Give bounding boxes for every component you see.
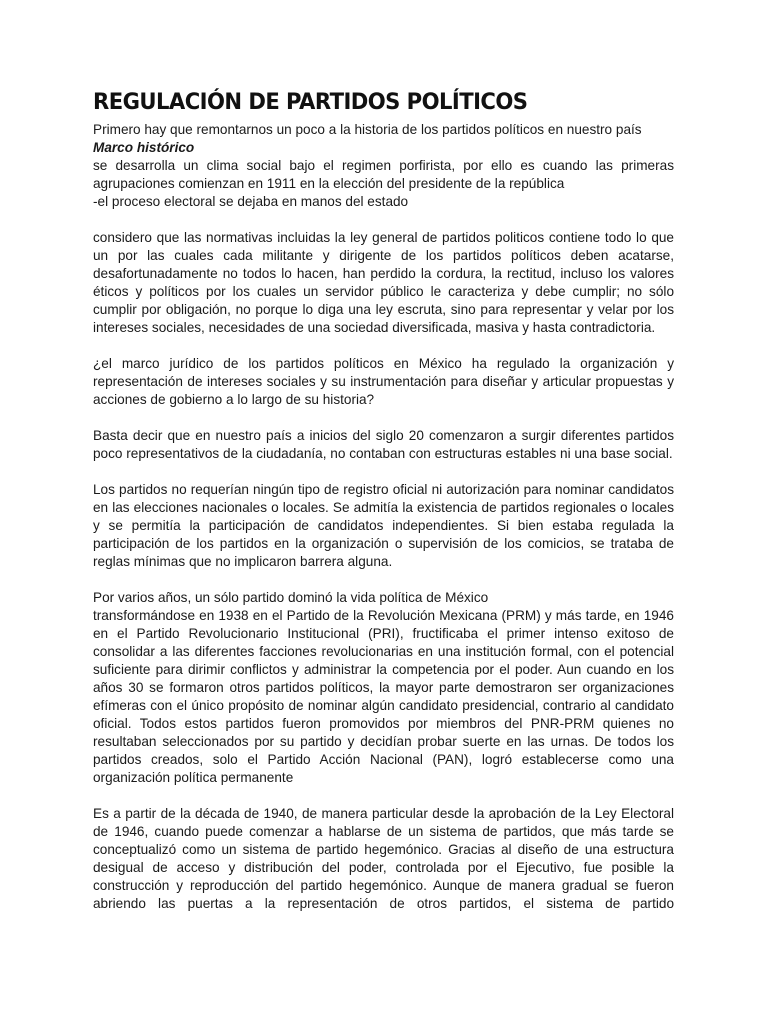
document-page [93,87,674,913]
single-party-line: Por varios años, un sólo partido dominó la vida política de México [93,590,489,605]
registration-paragraph: Los partidos no requerían ningún tipo de registro oficial ni autorización para nominar candidatos en las elecciones nacionales o locales. Se admitía la existencia de partidos regionales o locales y se permitía la participación de candidatos independientes. Si bien estaba regulada la participación de los partidos en la organización o supervisión de los comicios, se trataba de reglas mínimas que no implicaron barrera alguna. [93,482,674,569]
paragraph-gap [93,211,674,229]
intro-line: Primero hay que remontarnos un poco a la historia de los partidos políticos en nuestro país [93,122,642,137]
document-title: REGULACIÓN DE PARTIDOS POLÍTICOS [93,89,528,115]
single-party-paragraph: transformándose en 1938 en el Partido de la Revolución Mexicana (PRM) y más tarde, en 1946 en el Partido Revolucionario Institucional (PRI), fructificaba el primer intenso exitoso de consolidar a las diferentes facciones revolucionarias en una institución formal, con el potencial suficiente para dirimir conflictos y administrar la competencia por el poder. Aun cuando en los años 30 se formaron otros partidos políticos, la mayor parte demostraron ser organizaciones efímeras con el único propósito de nominar algún candidato presidencial, contrario al candidato oficial. Todos estos partidos fueron promovidos por miembros del PNR-PRM quienes no resultaban seleccionados por su partido y decidían probar suerte en las urnas. De todos los partidos creados, solo el Partido Acción Nacional (PAN), logró establecerse como una organización política permanente [93,608,674,785]
paragraph-gap [93,463,674,481]
hegemonic-system-paragraph: Es a partir de la década de 1940, de manera particular desde la aprobación de la Ley Electoral de 1946, cuando puede comenzar a hablarse de un sistema de partidos, que más tarde se conceptualizó como un sistema de partido hegemónico. Gracias al diseño de una estructura desigual de acceso y distribución del poder, controlada por el Ejecutivo, fue posible la construcción y reproducción del partido hegemónico. Aunque de manera gradual se fueron abriendo las puertas a la representación de otros partidos, el sistema de partido [93,806,674,911]
context-note: -el proceso electoral se dejaba en manos del estado [93,194,409,209]
paragraph-gap [93,787,674,805]
opinion-paragraph: considero que las normativas incluidas la ley general de partidos politicos contiene todo lo que un por las cuales cada militante y dirigente de los partidos políticos deben acatarse, desafortunadamente no todos lo hacen, han perdido la cordura, la rectitud, incluso los valores éticos y políticos por los cuales un servidor público le caracteriza y debe cumplir; no sólo cumplir por obligación, no porque lo diga una ley escruta, sino para representar y velar por los intereses sociales, necesidades de una sociedad diversificada, masiva y hasta contradictoria. [93,230,674,335]
early-parties-paragraph: Basta decir que en nuestro país a inicios del siglo 20 comenzaron a surgir diferentes partidos poco representativos de la ciudadanía, no contaban con estructuras estables ni una base social. [93,428,674,461]
context-paragraph: se desarrolla un clima social bajo el regimen porfirista, por ello es cuando las primeras agrupaciones comienzan en 1911 en la elección del presidente de la república [93,158,674,191]
paragraph-gap [93,337,674,355]
section-subheading: Marco histórico [93,140,195,155]
question-paragraph: ¿el marco jurídico de los partidos políticos en México ha regulado la organización y representación de intereses sociales y su instrumentación para diseñar y articular propuestas y acciones de gobierno a lo largo de su historia? [93,356,674,407]
paragraph-gap [93,571,674,589]
paragraph-gap [93,409,674,427]
